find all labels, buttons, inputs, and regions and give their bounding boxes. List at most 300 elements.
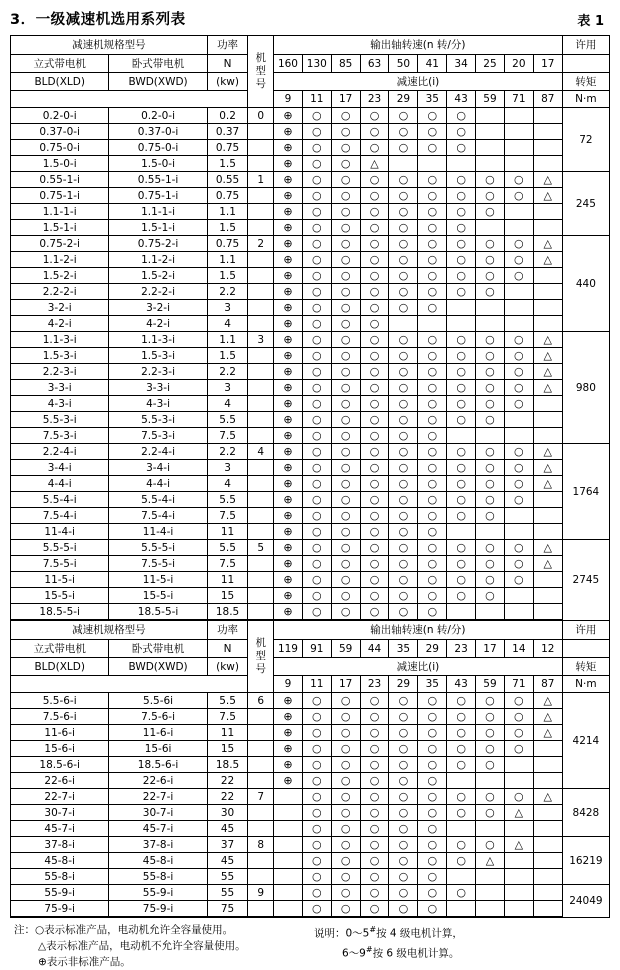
cell-horizontal-model: 75-9-i [109, 901, 207, 918]
cell-mark-7: ○ [476, 588, 505, 604]
header-speed-0: 160 [274, 55, 303, 73]
header-ratio-2: 17 [331, 676, 360, 693]
table-row [11, 236, 610, 252]
cell-mark-3: ○ [360, 364, 389, 380]
cell-horizontal-model: 15-5-i [109, 588, 207, 604]
footnote-left [14, 922, 314, 970]
cell-vertical-model: 55-8-i [11, 869, 109, 885]
cell-allow-torque: 72 [562, 108, 609, 172]
cell-mark-2: ○ [331, 805, 360, 821]
cell-mark-4: ○ [389, 709, 418, 725]
cell-vertical-model: 15-5-i [11, 588, 109, 604]
selection-table [10, 35, 610, 918]
cell-mark-2: ○ [331, 140, 360, 156]
cell-mark-5: ○ [418, 757, 447, 773]
cell-mark-9 [533, 869, 562, 885]
cell-machine-type [248, 773, 274, 789]
cell-horizontal-model: 4-2-i [109, 316, 207, 332]
cell-mark-0: ⊕ [274, 588, 303, 604]
page-title: 3．一级减速机选用系列表 [10, 12, 186, 28]
cell-mark-8 [504, 604, 533, 621]
cell-mark-4: ○ [389, 837, 418, 853]
cell-mark-1: ○ [302, 140, 331, 156]
cell-mark-0 [274, 885, 303, 901]
cell-power: 37 [207, 837, 248, 853]
header-torque-word: 转矩 [562, 73, 609, 91]
cell-mark-5 [418, 316, 447, 332]
header-ratio-1: 11 [302, 676, 331, 693]
cell-mark-7 [476, 885, 505, 901]
cell-mark-5: ○ [418, 572, 447, 588]
cell-machine-type [248, 204, 274, 220]
header-speed-6: 34 [447, 55, 476, 73]
cell-machine-type [248, 805, 274, 821]
cell-mark-1: ○ [302, 412, 331, 428]
cell-mark-9: △ [533, 332, 562, 348]
cell-mark-1: ○ [302, 885, 331, 901]
table-row [11, 332, 610, 348]
cell-mark-9 [533, 396, 562, 412]
cell-mark-6: ○ [447, 460, 476, 476]
cell-machine-type: 1 [248, 172, 274, 188]
cell-mark-5: ○ [418, 508, 447, 524]
cell-vertical-model: 2.2-2-i [11, 284, 109, 300]
cell-mark-2: ○ [331, 604, 360, 621]
cell-mark-9: △ [533, 364, 562, 380]
cell-power: 7.5 [207, 428, 248, 444]
explain-1-a: 0～5 [345, 927, 370, 940]
cell-machine-type [248, 156, 274, 172]
cell-horizontal-model: 2.2-2-i [109, 284, 207, 300]
cell-mark-7: ○ [476, 172, 505, 188]
cell-allow-torque: 8428 [562, 789, 609, 837]
cell-mark-4: ○ [389, 725, 418, 741]
cell-mark-1: ○ [302, 572, 331, 588]
cell-mark-3: ○ [360, 757, 389, 773]
cell-machine-type [248, 300, 274, 316]
cell-mark-9: △ [533, 693, 562, 709]
cell-mark-9 [533, 412, 562, 428]
cell-mark-7: ○ [476, 757, 505, 773]
cell-machine-type [248, 572, 274, 588]
cell-mark-8 [504, 853, 533, 869]
header-allow-torque: 许用 [562, 36, 609, 55]
cell-mark-3: ○ [360, 709, 389, 725]
header-ratio-label: 减速比(i) [274, 658, 563, 676]
cell-mark-7: △ [476, 853, 505, 869]
header-speed-3: 44 [360, 640, 389, 658]
cell-mark-6 [447, 524, 476, 540]
cell-mark-0: ⊕ [274, 252, 303, 268]
cell-mark-1: ○ [302, 284, 331, 300]
cell-mark-0: ⊕ [274, 108, 303, 124]
header-ratio-0: 9 [274, 91, 303, 108]
cell-mark-4: ○ [389, 108, 418, 124]
cell-machine-type [248, 476, 274, 492]
cell-mark-4: ○ [389, 348, 418, 364]
cell-power: 7.5 [207, 709, 248, 725]
cell-mark-7: ○ [476, 789, 505, 805]
cell-machine-type [248, 821, 274, 837]
cell-mark-4: ○ [389, 476, 418, 492]
header-vertical-motor: 立式带电机 [11, 55, 109, 73]
cell-mark-2: ○ [331, 172, 360, 188]
cell-horizontal-model: 4-4-i [109, 476, 207, 492]
cell-mark-2: ○ [331, 220, 360, 236]
cell-mark-3: ○ [360, 124, 389, 140]
cell-mark-7: ○ [476, 204, 505, 220]
cell-mark-3: ○ [360, 300, 389, 316]
cell-mark-6: ○ [447, 252, 476, 268]
table-row [11, 204, 610, 220]
cell-mark-5: ○ [418, 428, 447, 444]
cell-horizontal-model: 2.2-3-i [109, 364, 207, 380]
cell-mark-2: ○ [331, 268, 360, 284]
cell-vertical-model: 45-7-i [11, 821, 109, 837]
footnotes [10, 922, 610, 970]
cell-mark-6: ○ [447, 556, 476, 572]
table-row [11, 492, 610, 508]
cell-power: 4 [207, 396, 248, 412]
cell-mark-6: ○ [447, 140, 476, 156]
cell-mark-3: ○ [360, 460, 389, 476]
table-row [11, 709, 610, 725]
cell-mark-4: ○ [389, 508, 418, 524]
cell-mark-0: ⊕ [274, 348, 303, 364]
cell-mark-8 [504, 901, 533, 918]
cell-mark-9: △ [533, 540, 562, 556]
header-ratio-7: 59 [476, 676, 505, 693]
cell-mark-8 [504, 124, 533, 140]
cell-mark-0: ⊕ [274, 364, 303, 380]
cell-mark-7 [476, 124, 505, 140]
cell-mark-2: ○ [331, 773, 360, 789]
cell-mark-2: ○ [331, 725, 360, 741]
cell-mark-2: ○ [331, 492, 360, 508]
cell-mark-1: ○ [302, 508, 331, 524]
cell-vertical-model: 1.1-1-i [11, 204, 109, 220]
cell-mark-2: ○ [331, 476, 360, 492]
cell-vertical-model: 3-2-i [11, 300, 109, 316]
cell-mark-3: ○ [360, 821, 389, 837]
table-row [11, 556, 610, 572]
cell-mark-0: ⊕ [274, 709, 303, 725]
cell-vertical-model: 5.5-5-i [11, 540, 109, 556]
cell-mark-8 [504, 204, 533, 220]
cell-mark-8 [504, 508, 533, 524]
table-row [11, 316, 610, 332]
header-spec-group: 减速机规格型号 [11, 620, 208, 640]
cell-mark-5: ○ [418, 412, 447, 428]
cell-mark-5: ○ [418, 901, 447, 918]
cell-mark-3: ○ [360, 508, 389, 524]
table-row [11, 508, 610, 524]
cell-machine-type [248, 604, 274, 621]
header-ratio-8: 71 [504, 676, 533, 693]
header-ratio-9: 87 [533, 91, 562, 108]
cell-mark-0: ⊕ [274, 316, 303, 332]
cell-mark-5: ○ [418, 396, 447, 412]
cell-mark-0: ⊕ [274, 757, 303, 773]
cell-mark-1: ○ [302, 725, 331, 741]
cell-mark-2: ○ [331, 236, 360, 252]
cell-mark-3: ○ [360, 140, 389, 156]
cell-mark-5: ○ [418, 869, 447, 885]
table-row [11, 156, 610, 172]
header-output-speed: 输出轴转速(n 转/分) [274, 36, 563, 55]
header-ratio-5: 35 [418, 676, 447, 693]
cell-mark-1: ○ [302, 757, 331, 773]
cell-mark-5: ○ [418, 540, 447, 556]
cell-mark-2: ○ [331, 412, 360, 428]
cell-mark-5: ○ [418, 604, 447, 621]
note-label: 注： [14, 924, 35, 936]
cell-mark-2: ○ [331, 508, 360, 524]
cell-horizontal-model: 22-6-i [109, 773, 207, 789]
header-ratio-8: 71 [504, 91, 533, 108]
cell-mark-9 [533, 508, 562, 524]
cell-mark-3: ○ [360, 789, 389, 805]
cell-vertical-model: 0.75-0-i [11, 140, 109, 156]
cell-machine-type [248, 284, 274, 300]
cell-vertical-model: 37-8-i [11, 837, 109, 853]
cell-mark-4: ○ [389, 380, 418, 396]
cell-mark-8 [504, 108, 533, 124]
cell-machine-type: 3 [248, 332, 274, 348]
cell-power: 4 [207, 316, 248, 332]
cell-mark-3: ○ [360, 268, 389, 284]
explain-1-sup: # [369, 925, 377, 934]
cell-mark-4: ○ [389, 773, 418, 789]
cell-mark-7 [476, 773, 505, 789]
cell-mark-5: ○ [418, 556, 447, 572]
cell-mark-4: ○ [389, 188, 418, 204]
cell-power: 18.5 [207, 757, 248, 773]
cell-mark-1: ○ [302, 156, 331, 172]
header-ratio-0: 9 [274, 676, 303, 693]
cell-mark-0: ⊕ [274, 300, 303, 316]
cell-mark-4: ○ [389, 604, 418, 621]
cell-horizontal-model: 5.5-3-i [109, 412, 207, 428]
table-row [11, 300, 610, 316]
cell-mark-6: ○ [447, 757, 476, 773]
cell-machine-type [248, 508, 274, 524]
cell-mark-6: ○ [447, 348, 476, 364]
cell-mark-9 [533, 140, 562, 156]
cell-mark-2: ○ [331, 332, 360, 348]
cell-mark-6: ○ [447, 885, 476, 901]
cell-mark-5: ○ [418, 220, 447, 236]
cell-mark-5: ○ [418, 380, 447, 396]
cell-mark-4: ○ [389, 172, 418, 188]
header-ratio-6: 43 [447, 91, 476, 108]
cell-mark-0: ⊕ [274, 124, 303, 140]
cell-machine-type: 0 [248, 108, 274, 124]
cell-mark-5: ○ [418, 172, 447, 188]
cell-mark-0: ⊕ [274, 693, 303, 709]
cell-power: 3 [207, 300, 248, 316]
table-row [11, 821, 610, 837]
cell-vertical-model: 1.5-2-i [11, 268, 109, 284]
header-power: 功率 [207, 36, 248, 55]
cell-vertical-model: 3-4-i [11, 460, 109, 476]
cell-allow-torque: 980 [562, 332, 609, 444]
table-row [11, 188, 610, 204]
cell-mark-3: ○ [360, 172, 389, 188]
cell-mark-4: ○ [389, 853, 418, 869]
cell-vertical-model: 11-6-i [11, 725, 109, 741]
cell-mark-2: ○ [331, 460, 360, 476]
cell-horizontal-model: 7.5-6-i [109, 709, 207, 725]
cell-horizontal-model: 15-6i [109, 741, 207, 757]
cell-mark-4: ○ [389, 140, 418, 156]
cell-mark-2: ○ [331, 821, 360, 837]
header-speed-2: 85 [331, 55, 360, 73]
cell-mark-1: ○ [302, 540, 331, 556]
cell-mark-1: ○ [302, 853, 331, 869]
cell-power: 5.5 [207, 492, 248, 508]
table-row [11, 252, 610, 268]
cell-mark-9: △ [533, 725, 562, 741]
cell-power: 11 [207, 524, 248, 540]
cell-mark-8 [504, 588, 533, 604]
cell-power: 5.5 [207, 540, 248, 556]
cell-mark-7: ○ [476, 540, 505, 556]
cell-mark-1: ○ [302, 220, 331, 236]
cell-mark-0: ⊕ [274, 156, 303, 172]
header-spec-group: 减速机规格型号 [11, 36, 208, 55]
cell-mark-5: ○ [418, 460, 447, 476]
cell-mark-4: ○ [389, 693, 418, 709]
cell-vertical-model: 1.1-3-i [11, 332, 109, 348]
cell-mark-5: ○ [418, 741, 447, 757]
cell-mark-8 [504, 316, 533, 332]
cell-power: 15 [207, 588, 248, 604]
cell-power: 15 [207, 741, 248, 757]
cell-power: 1.5 [207, 220, 248, 236]
cell-mark-4: ○ [389, 588, 418, 604]
cell-horizontal-model: 1.1-2-i [109, 252, 207, 268]
cell-mark-3: ○ [360, 476, 389, 492]
cell-mark-0: ⊕ [274, 540, 303, 556]
title-bar [10, 8, 610, 29]
cell-machine-type: 8 [248, 837, 274, 853]
cell-mark-3: ○ [360, 444, 389, 460]
cell-mark-1: ○ [302, 805, 331, 821]
cell-power: 11 [207, 725, 248, 741]
cell-mark-8 [504, 869, 533, 885]
cell-mark-6: ○ [447, 508, 476, 524]
cell-power: 1.1 [207, 204, 248, 220]
table-row [11, 172, 610, 188]
cell-mark-6: ○ [447, 572, 476, 588]
cell-horizontal-model: 0.75-2-i [109, 236, 207, 252]
cell-mark-1: ○ [302, 332, 331, 348]
cell-mark-6 [447, 604, 476, 621]
cell-mark-7 [476, 140, 505, 156]
cell-mark-2: ○ [331, 540, 360, 556]
cell-mark-7: ○ [476, 268, 505, 284]
header-ratio-6: 43 [447, 676, 476, 693]
cell-mark-7: ○ [476, 572, 505, 588]
cell-mark-5: ○ [418, 885, 447, 901]
cell-mark-7 [476, 821, 505, 837]
header-speed-6: 23 [447, 640, 476, 658]
cell-mark-9 [533, 604, 562, 621]
cell-mark-6: ○ [447, 172, 476, 188]
cell-horizontal-model: 55-8-i [109, 869, 207, 885]
cell-mark-5: ○ [418, 492, 447, 508]
cell-mark-3: ○ [360, 805, 389, 821]
cell-horizontal-model: 45-7-i [109, 821, 207, 837]
header-speed-7: 17 [476, 640, 505, 658]
table-row [11, 140, 610, 156]
cell-mark-3: ○ [360, 741, 389, 757]
cell-mark-4: ○ [389, 268, 418, 284]
cell-vertical-model: 1.5-0-i [11, 156, 109, 172]
table-row [11, 348, 610, 364]
cell-mark-9 [533, 588, 562, 604]
cell-machine-type [248, 492, 274, 508]
cell-mark-0 [274, 853, 303, 869]
cell-mark-9: △ [533, 556, 562, 572]
cell-mark-1: ○ [302, 380, 331, 396]
cell-mark-7: ○ [476, 396, 505, 412]
cell-mark-0: ⊕ [274, 492, 303, 508]
cell-mark-3: ○ [360, 188, 389, 204]
cell-mark-3: ○ [360, 428, 389, 444]
header-speed-4: 35 [389, 640, 418, 658]
cell-mark-1: ○ [302, 709, 331, 725]
cell-mark-2: ○ [331, 869, 360, 885]
cell-horizontal-model: 5.5-5-i [109, 540, 207, 556]
cell-power: 75 [207, 901, 248, 918]
cell-power: 45 [207, 821, 248, 837]
cell-mark-2: ○ [331, 316, 360, 332]
cell-horizontal-model: 1.5-3-i [109, 348, 207, 364]
cell-power: 4 [207, 476, 248, 492]
cell-mark-7: ○ [476, 805, 505, 821]
cell-machine-type [248, 188, 274, 204]
cell-mark-7 [476, 869, 505, 885]
cell-horizontal-model: 1.1-1-i [109, 204, 207, 220]
header-torque-unit: N·m [562, 676, 609, 693]
cell-mark-8: △ [504, 805, 533, 821]
cell-mark-9 [533, 108, 562, 124]
header-torque-word: 转矩 [562, 658, 609, 676]
cell-mark-8: ○ [504, 444, 533, 460]
cell-mark-1: ○ [302, 789, 331, 805]
cell-vertical-model: 7.5-5-i [11, 556, 109, 572]
cell-mark-7: ○ [476, 236, 505, 252]
cell-mark-0: ⊕ [274, 204, 303, 220]
cell-mark-4: ○ [389, 252, 418, 268]
cell-mark-1: ○ [302, 108, 331, 124]
cell-mark-9 [533, 885, 562, 901]
cell-machine-type [248, 316, 274, 332]
cell-power: 7.5 [207, 556, 248, 572]
cell-mark-6: ○ [447, 709, 476, 725]
cell-power: 0.2 [207, 108, 248, 124]
footnote-right [314, 922, 604, 970]
cell-mark-2: ○ [331, 789, 360, 805]
cell-mark-6: ○ [447, 236, 476, 252]
cell-power: 2.2 [207, 444, 248, 460]
cell-mark-9 [533, 300, 562, 316]
cell-mark-2: ○ [331, 380, 360, 396]
header-ratio-3: 23 [360, 676, 389, 693]
cell-mark-5: ○ [418, 821, 447, 837]
